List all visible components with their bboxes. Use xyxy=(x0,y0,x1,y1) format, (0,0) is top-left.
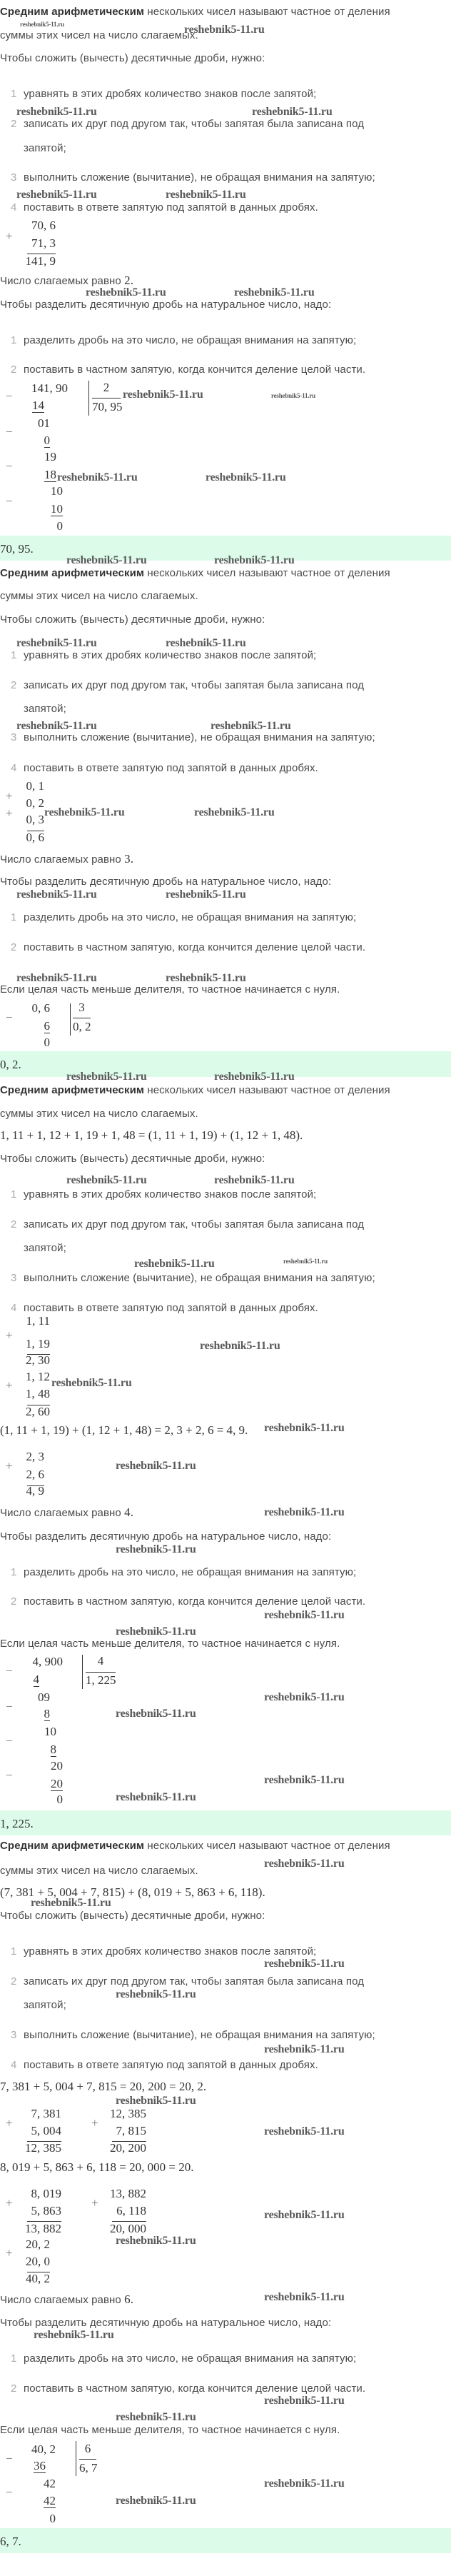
list-item-text-continued: запятой; xyxy=(24,1999,66,2011)
list-item-text: уравнять в этих дробях количество знаков после запятой; xyxy=(24,1188,317,1201)
watermark: reshebnik5-11.ru xyxy=(116,2095,196,2107)
definition-line xyxy=(0,1840,390,1853)
watermark: reshebnik5-11.ru xyxy=(16,972,97,984)
definition-line xyxy=(0,567,390,580)
watermark: reshebnik5-11.ru xyxy=(51,1377,132,1389)
addend-count xyxy=(0,2293,133,2307)
watermark: reshebnik5-11.ru xyxy=(20,21,64,28)
watermark: reshebnik5-11.ru xyxy=(264,1506,345,1518)
watermark: reshebnik5-11.ru xyxy=(34,2329,114,2341)
list-number: 1 xyxy=(11,334,17,346)
watermark: reshebnik5-11.ru xyxy=(16,189,97,201)
sum-line xyxy=(92,398,121,399)
list-item-text: выполнить сложение (вычитание), не обращая внимания на запятую; xyxy=(24,731,375,743)
watermark: reshebnik5-11.ru xyxy=(264,1609,345,1621)
definition-text: нескольких чисел называют частное от деления xyxy=(144,1084,390,1096)
watermark: reshebnik5-11.ru xyxy=(16,720,97,732)
addend: 13, 882 xyxy=(110,2187,146,2200)
plus-sign: + xyxy=(6,789,13,803)
list-number: 2 xyxy=(11,1595,17,1608)
watermark: reshebnik5-11.ru xyxy=(116,1543,196,1555)
div-rule-note: Если целая часть меньше делителя, то частное начинается с нуля. xyxy=(0,1638,340,1650)
div-rule-intro: Чтобы разделить десятичную дробь на натуральное число, надо: xyxy=(0,876,332,888)
watermark: reshebnik5-11.ru xyxy=(234,286,315,299)
definition-text: нескольких чисел называют частное от деления xyxy=(144,6,390,18)
list-item-text: поставить в ответе запятую под запятой в данных дробях. xyxy=(24,1302,318,1314)
remainder: 0 xyxy=(56,519,63,533)
list-item-text: уравнять в этих дробях количество знаков после запятой; xyxy=(24,1945,317,1958)
div-rule-note: Если целая часть меньше делителя, то частное начинается с нуля. xyxy=(0,983,340,996)
watermark: reshebnik5-11.ru xyxy=(200,1340,280,1352)
list-number: 1 xyxy=(11,1945,17,1958)
list-number: 2 xyxy=(11,2382,17,2395)
term-bold: Средним арифметическим xyxy=(0,1084,145,1096)
list-number: 2 xyxy=(11,364,17,376)
watermark: reshebnik5-11.ru xyxy=(66,1174,147,1186)
sum-result: 20, 200 xyxy=(110,2141,146,2155)
watermark: reshebnik5-11.ru xyxy=(16,888,97,901)
expression: 7, 381 + 5, 004 + 7, 815 = 20, 200 = 20, 2. xyxy=(0,2080,207,2093)
minus-sign: − xyxy=(6,1011,13,1024)
list-item-text: выполнить сложение (вычитание), не обращая внимания на запятую; xyxy=(24,1272,375,1284)
div-rule-intro: Чтобы разделить десятичную дробь на натуральное число, надо: xyxy=(0,1530,332,1543)
list-item-text: поставить в частном запятую, когда кончится деление целой части. xyxy=(24,1595,366,1608)
answer-value: 6, 7. xyxy=(0,2534,21,2548)
sum-line xyxy=(79,2459,96,2460)
list-number: 1 xyxy=(11,911,17,923)
list-number: 4 xyxy=(11,1302,17,1314)
count-value: 4. xyxy=(124,1505,134,1519)
minus-sign: − xyxy=(6,1700,13,1713)
list-number: 3 xyxy=(11,731,17,743)
term-bold: Средним арифметическим xyxy=(0,567,145,579)
list-item-text: выполнить сложение (вычитание), не обращая внимания на запятую; xyxy=(24,2029,375,2041)
remainder: 10 xyxy=(44,1725,56,1738)
list-item-text: поставить в частном запятую, когда кончится деление целой части. xyxy=(24,364,366,376)
definition-line-2: суммы этих чисел на число слагаемых. xyxy=(0,590,198,602)
answer-value: 0, 2. xyxy=(0,1058,21,1071)
list-item-text: записать их друг под другом так, чтобы запятая была записана под xyxy=(24,118,365,130)
quotient: 6, 7 xyxy=(79,2461,98,2475)
list-number: 1 xyxy=(11,88,17,100)
minus-sign: − xyxy=(6,1734,13,1748)
dividend: 141, 90 xyxy=(31,381,68,395)
watermark: reshebnik5-11.ru xyxy=(214,554,295,566)
plus-sign: + xyxy=(6,2116,13,2130)
list-number: 4 xyxy=(11,2059,17,2071)
watermark: reshebnik5-11.ru xyxy=(264,2291,345,2303)
quotient: 70, 95 xyxy=(92,400,123,414)
remainder: 10 xyxy=(51,484,63,498)
sum-result: 20, 000 xyxy=(110,2222,146,2235)
subtrahend: 18 xyxy=(44,468,56,481)
minus-sign: − xyxy=(6,425,13,438)
watermark: reshebnik5-11.ru xyxy=(66,554,147,566)
count-value: 2. xyxy=(124,274,134,287)
answer-value: 70, 95. xyxy=(0,541,34,556)
watermark: reshebnik5-11.ru xyxy=(206,471,286,483)
list-item-text: поставить в частном запятую, когда кончится деление целой части. xyxy=(24,941,366,953)
plus-sign: + xyxy=(6,1459,13,1473)
dividend: 40, 2 xyxy=(31,2442,56,2456)
expression: (7, 381 + 5, 004 + 7, 815) + (8, 019 + 5, 863 + 6, 118). xyxy=(0,1885,265,1899)
addend: 0, 1 xyxy=(26,779,44,793)
minus-sign: − xyxy=(6,494,13,508)
remainder: 19 xyxy=(44,450,56,463)
list-number: 2 xyxy=(11,1975,17,1988)
watermark: reshebnik5-11.ru xyxy=(31,1897,111,1909)
quotient: 1, 225 xyxy=(86,1673,116,1687)
addend: 1, 11 xyxy=(26,1314,50,1328)
addend: 8, 019 xyxy=(31,2187,61,2200)
watermark: reshebnik5-11.ru xyxy=(116,2495,196,2507)
minus-sign: − xyxy=(6,1664,13,1678)
plus-sign: + xyxy=(91,2196,98,2210)
sum-result: 40, 2 xyxy=(26,2272,50,2285)
div-rule-intro: Чтобы разделить десятичную дробь на натуральное число, надо: xyxy=(0,299,332,311)
addend: 2, 3 xyxy=(26,1450,44,1463)
addend: 0, 2 xyxy=(26,796,44,810)
remainder: 20 xyxy=(51,1759,63,1773)
count-value: 6. xyxy=(124,2292,134,2306)
list-item-text: уравнять в этих дробях количество знаков после запятой; xyxy=(24,88,317,100)
list-number: 2 xyxy=(11,1218,17,1231)
watermark: reshebnik5-11.ru xyxy=(134,1258,215,1270)
plus-sign: + xyxy=(6,2246,13,2260)
sum-result: 0, 6 xyxy=(26,831,44,844)
watermark: reshebnik5-11.ru xyxy=(116,1708,196,1720)
watermark: reshebnik5-11.ru xyxy=(166,888,246,901)
watermark: reshebnik5-11.ru xyxy=(16,106,97,118)
minus-sign: − xyxy=(6,459,13,473)
definition-line xyxy=(0,6,390,19)
addend: 1, 48 xyxy=(26,1387,50,1400)
watermark: reshebnik5-11.ru xyxy=(16,637,97,649)
addend: 0, 3 xyxy=(26,813,44,826)
sum-result: 4, 9 xyxy=(26,1484,44,1498)
list-item-text: уравнять в этих дробях количество знаков после запятой; xyxy=(24,649,317,661)
watermark: reshebnik5-11.ru xyxy=(166,972,246,984)
term-bold: Средним арифметическим xyxy=(0,1840,145,1852)
watermark: reshebnik5-11.ru xyxy=(211,720,291,732)
definition-line-2: суммы этих чисел на число слагаемых. xyxy=(0,1108,198,1120)
remainder: 01 xyxy=(38,416,50,430)
list-number: 2 xyxy=(11,679,17,691)
addend: 1, 12 xyxy=(26,1370,50,1383)
answer-value: 1, 225. xyxy=(0,1816,34,1830)
watermark: reshebnik5-11.ru xyxy=(116,1791,196,1803)
remainder: 0 xyxy=(44,1036,50,1049)
watermark: reshebnik5-11.ru xyxy=(116,1625,196,1638)
subtrahend: 6 xyxy=(44,1019,50,1033)
list-number: 4 xyxy=(11,762,17,774)
addend: 2, 6 xyxy=(26,1468,44,1481)
answer-band xyxy=(0,1810,451,1835)
addend: 5, 863 xyxy=(31,2204,61,2217)
plus-sign: + xyxy=(6,1378,13,1392)
sum-result: 2, 30 xyxy=(26,1353,50,1367)
list-item-text-continued: запятой; xyxy=(24,1242,66,1254)
list-item-text: разделить дробь на это число, не обращая внимания на запятую; xyxy=(24,2352,357,2365)
dividend: 0, 6 xyxy=(31,1001,50,1015)
minus-sign: − xyxy=(6,1768,13,1782)
definition-line xyxy=(0,1084,390,1097)
addend: 12, 385 xyxy=(110,2107,146,2120)
watermark: reshebnik5-11.ru xyxy=(66,1071,147,1083)
remainder: 0 xyxy=(49,2512,56,2525)
plus-sign: + xyxy=(6,2196,13,2210)
watermark: reshebnik5-11.ru xyxy=(264,1774,345,1786)
sum-result: 12, 385 xyxy=(25,2141,61,2155)
subtrahend: 8 xyxy=(50,1743,56,1756)
addend-count xyxy=(0,853,133,866)
addend: 20, 0 xyxy=(26,2255,50,2268)
count-label: Число слагаемых равно xyxy=(0,1507,121,1519)
watermark: reshebnik5-11.ru xyxy=(252,106,333,118)
subtrahend: 0 xyxy=(44,433,50,447)
list-item-text: разделить дробь на это число, не обращая внимания на запятую; xyxy=(24,911,357,923)
list-number: 1 xyxy=(11,649,17,661)
watermark: reshebnik5-11.ru xyxy=(116,2235,196,2247)
watermark: reshebnik5-11.ru xyxy=(264,2477,345,2490)
divisor: 3 xyxy=(78,1001,85,1014)
expression: 8, 019 + 5, 863 + 6, 118 = 20, 000 = 20. xyxy=(0,2160,194,2174)
list-number: 2 xyxy=(11,118,17,130)
addend: 7, 815 xyxy=(116,2124,146,2138)
division-bar xyxy=(70,1003,71,1036)
watermark: reshebnik5-11.ru xyxy=(264,2395,345,2407)
list-item-text: выполнить сложение (вычитание), не обращая внимания на запятую; xyxy=(24,171,375,184)
watermark: reshebnik5-11.ru xyxy=(194,806,275,818)
minus-sign: − xyxy=(6,2452,13,2465)
definition-text: нескольких чисел называют частное от деления xyxy=(144,567,390,579)
watermark: reshebnik5-11.ru xyxy=(44,806,125,818)
plus-sign: + xyxy=(6,229,13,243)
count-label: Число слагаемых равно xyxy=(0,853,121,866)
watermark: reshebnik5-11.ru xyxy=(166,189,246,201)
watermark: reshebnik5-11.ru xyxy=(57,471,138,483)
list-number: 4 xyxy=(11,201,17,214)
sum-line xyxy=(86,1672,116,1673)
list-item-text: разделить дробь на это число, не обращая внимания на запятую; xyxy=(24,334,357,346)
watermark: reshebnik5-11.ru xyxy=(264,1422,345,1434)
count-value: 3. xyxy=(124,852,134,866)
list-number: 2 xyxy=(11,941,17,953)
divisor: 6 xyxy=(84,2442,91,2455)
list-item-text: записать их друг под другом так, чтобы запятая была записана под xyxy=(24,1975,365,1988)
list-item-text-continued: запятой; xyxy=(24,703,66,715)
watermark: reshebnik5-11.ru xyxy=(271,392,315,399)
term-bold: Средним арифметическим xyxy=(0,6,145,18)
div-rule-note: Если целая часть меньше делителя, то частное начинается с нуля. xyxy=(0,2424,340,2436)
add-rule-intro: Чтобы сложить (вычесть) десятичные дроби, нужно: xyxy=(0,1153,265,1165)
divisor: 4 xyxy=(97,1654,104,1668)
definition-line-2: суммы этих чисел на число слагаемых. xyxy=(0,29,198,41)
list-item-text: поставить в ответе запятую под запятой в данных дробях. xyxy=(24,2059,318,2071)
subtrahend: 4 xyxy=(33,1673,39,1686)
remainder: 42 xyxy=(44,2477,56,2490)
add-rule-intro: Чтобы сложить (вычесть) десятичные дроби, нужно: xyxy=(0,1910,265,1922)
addend-count xyxy=(0,1506,133,1520)
subtrahend: 36 xyxy=(34,2459,46,2472)
addend: 5, 004 xyxy=(31,2124,61,2138)
list-number: 3 xyxy=(11,2029,17,2041)
watermark: reshebnik5-11.ru xyxy=(283,1258,328,1265)
plus-sign: + xyxy=(6,806,13,820)
list-number: 3 xyxy=(11,171,17,184)
count-label: Число слагаемых равно xyxy=(0,275,121,287)
sum-result: 2, 60 xyxy=(26,1405,50,1418)
watermark: reshebnik5-11.ru xyxy=(264,2043,345,2055)
plus-sign: + xyxy=(6,1328,13,1342)
addend: 71, 3 xyxy=(31,236,56,250)
list-number: 3 xyxy=(11,1272,17,1284)
subtrahend: 8 xyxy=(44,1707,50,1720)
subtrahend: 42 xyxy=(44,2494,56,2507)
subtrahend: 10 xyxy=(51,502,63,516)
watermark: reshebnik5-11.ru xyxy=(264,2125,345,2138)
definition-text: нескольких чисел называют частное от деления xyxy=(144,1840,390,1852)
add-rule-intro: Чтобы сложить (вычесть) десятичные дроби, нужно: xyxy=(0,52,265,64)
minus-sign: − xyxy=(6,2485,13,2499)
list-number: 1 xyxy=(11,1188,17,1201)
division-bar xyxy=(82,1655,83,1689)
subtrahend: 14 xyxy=(32,399,44,412)
list-item-text: записать их друг под другом так, чтобы запятая была записана под xyxy=(24,679,365,691)
sum-result: 13, 882 xyxy=(25,2222,61,2235)
watermark: reshebnik5-11.ru xyxy=(123,389,203,401)
minus-sign: − xyxy=(6,389,13,403)
count-label: Число слагаемых равно xyxy=(0,2294,121,2306)
addend: 6, 118 xyxy=(116,2204,146,2217)
watermark: reshebnik5-11.ru xyxy=(214,1174,295,1186)
add-rule-intro: Чтобы сложить (вычесть) десятичные дроби, нужно: xyxy=(0,613,265,626)
list-item-text: записать их друг под другом так, чтобы запятая была записана под xyxy=(24,1218,365,1231)
div-rule-intro: Чтобы разделить десятичную дробь на натуральное число, надо: xyxy=(0,2317,332,2329)
watermark: reshebnik5-11.ru xyxy=(214,1071,295,1083)
watermark: reshebnik5-11.ru xyxy=(166,637,246,649)
watermark: reshebnik5-11.ru xyxy=(264,1691,345,1703)
list-item-text: поставить в ответе запятую под запятой в данных дробях. xyxy=(24,762,318,774)
list-item-text: поставить в ответе запятую под запятой в данных дробях. xyxy=(24,201,318,214)
remainder: 0 xyxy=(56,1793,63,1806)
watermark: reshebnik5-11.ru xyxy=(184,24,265,36)
answer-band xyxy=(0,2528,451,2553)
division-bar xyxy=(88,381,89,416)
watermark: reshebnik5-11.ru xyxy=(116,1988,196,2000)
definition-line-2: суммы этих чисел на число слагаемых. xyxy=(0,1865,198,1877)
subtrahend: 20 xyxy=(51,1777,63,1790)
list-item-text: поставить в частном запятую, когда кончится деление целой части. xyxy=(24,2382,366,2395)
plus-sign: + xyxy=(91,2116,98,2130)
list-item-text-continued: запятой; xyxy=(24,142,66,154)
quotient: 0, 2 xyxy=(73,1020,91,1033)
watermark: reshebnik5-11.ru xyxy=(264,1858,345,1870)
sum-result: 141, 9 xyxy=(25,254,56,268)
list-item-text: разделить дробь на это число, не обращая внимания на запятую; xyxy=(24,1566,357,1578)
watermark: reshebnik5-11.ru xyxy=(86,286,166,299)
watermark: reshebnik5-11.ru xyxy=(116,2411,196,2423)
list-number: 1 xyxy=(11,1566,17,1578)
divisor: 2 xyxy=(103,381,110,394)
addend: 1, 19 xyxy=(26,1337,50,1350)
expression: 1, 11 + 1, 12 + 1, 19 + 1, 48 = (1, 11 + 1, 19) + (1, 12 + 1, 48). xyxy=(0,1128,303,1142)
expression: (1, 11 + 1, 19) + (1, 12 + 1, 48) = 2, 3 + 2, 6 = 4, 9. xyxy=(0,1423,248,1437)
addend: 20, 2 xyxy=(26,2237,50,2251)
watermark: reshebnik5-11.ru xyxy=(264,2209,345,2221)
list-number: 1 xyxy=(11,2352,17,2365)
addend: 70, 6 xyxy=(31,219,56,232)
dividend: 4, 900 xyxy=(32,1655,63,1668)
watermark: reshebnik5-11.ru xyxy=(116,1460,196,1472)
watermark: reshebnik5-11.ru xyxy=(264,1958,345,1970)
remainder: 09 xyxy=(38,1690,50,1704)
addend: 7, 381 xyxy=(31,2107,61,2120)
